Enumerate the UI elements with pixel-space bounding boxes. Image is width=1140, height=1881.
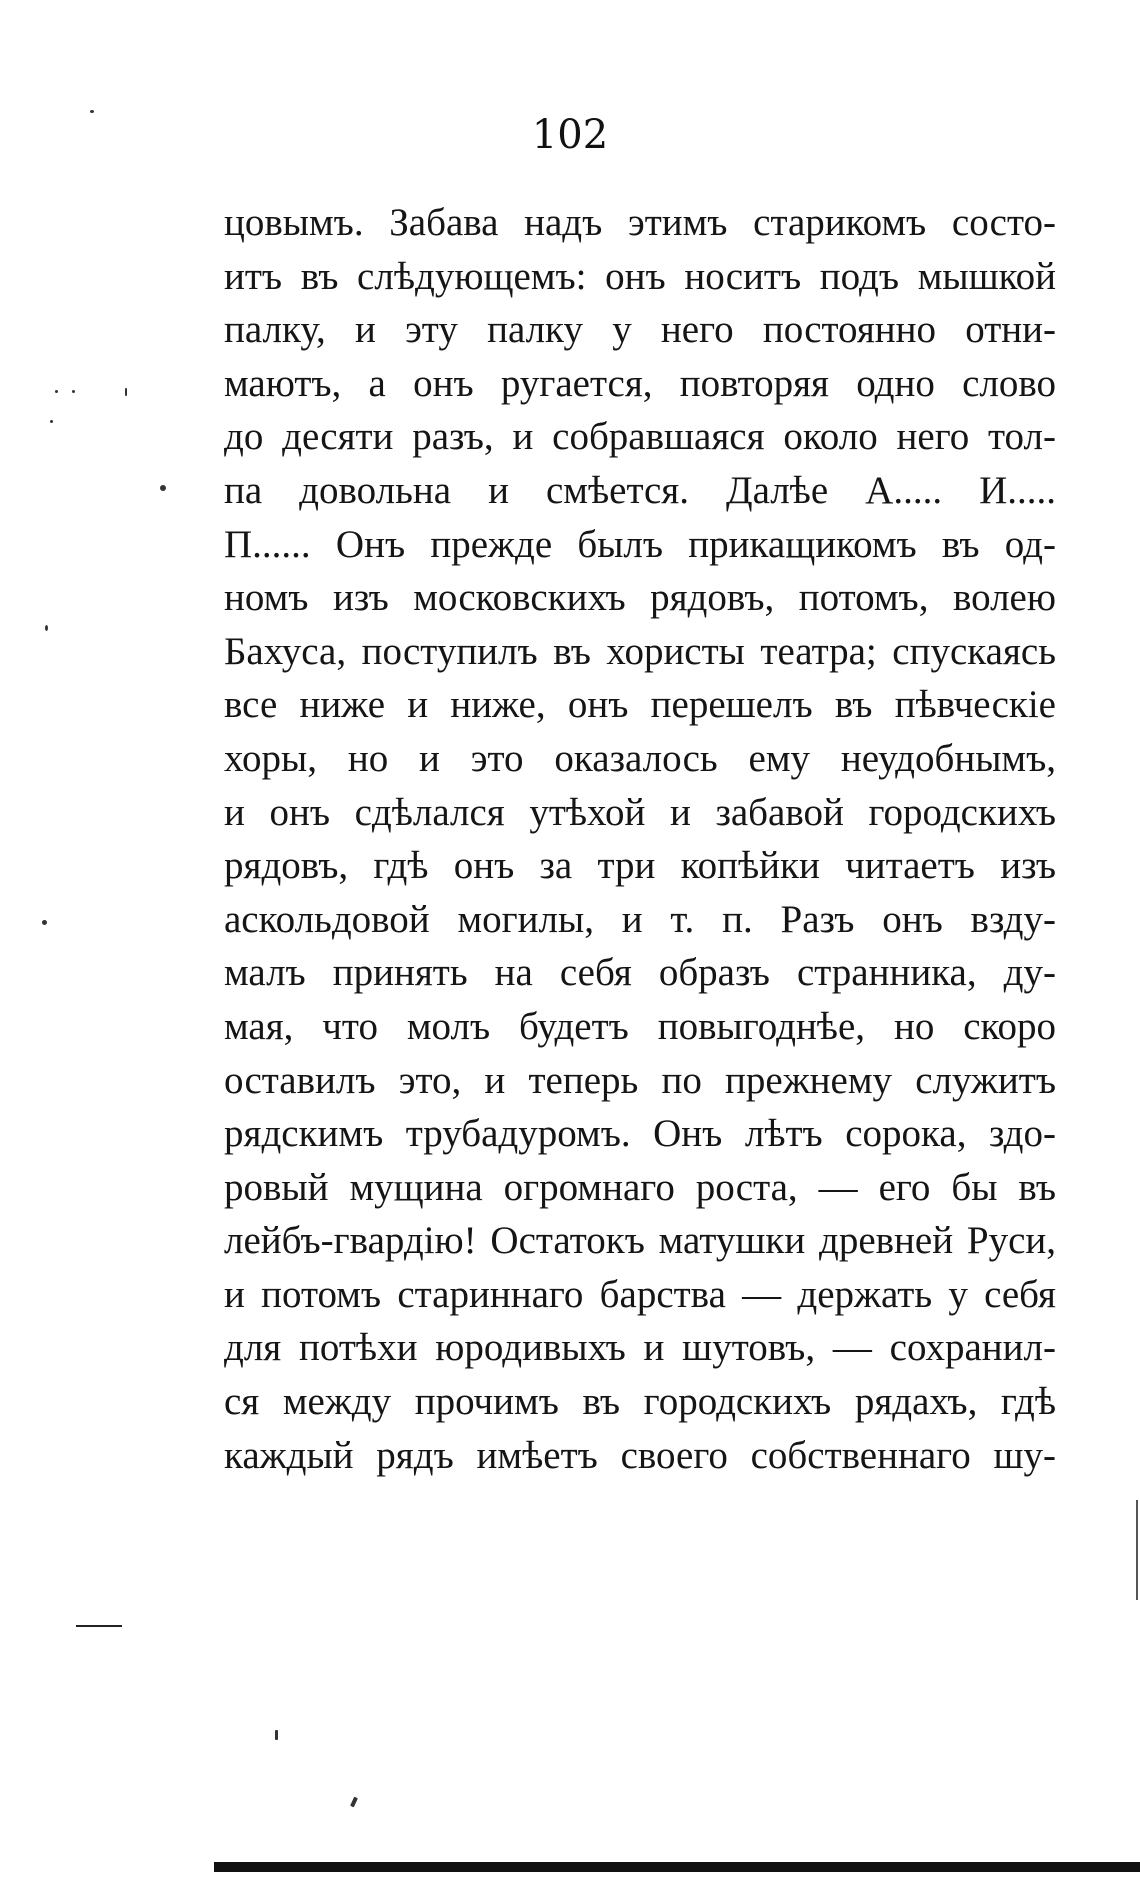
text-line: и онъ сдѣлался утѣхой и забавой городскихъ [224,790,1056,834]
text-line: номъ изъ московскихъ рядовъ, потомъ, волею [224,576,1056,620]
scan-speck [90,110,94,113]
scan-speck [50,420,53,423]
scan-speck [275,1730,278,1740]
scan-speck [72,390,75,393]
text-line: П...... Онъ прежде былъ прикащикомъ въ од- [224,522,1056,566]
scan-speck [55,390,58,393]
text-line: каждый рядъ имѣетъ своего собственнаго шу- [224,1433,1056,1477]
text-line: итъ въ слѣдующемъ: онъ носитъ подъ мышкой [224,254,1056,298]
scan-speck [350,1797,358,1808]
scan-speck [125,388,127,396]
text-line: ся между прочимъ въ городскихъ рядахъ, гдѣ [224,1380,1056,1424]
text-line: аскольдовой могилы, и т. п. Разъ онъ взду- [224,897,1056,941]
scan-speck [160,485,166,491]
text-line: Бахуса, поступилъ въ хористы театра; спускаясь [224,629,1056,673]
text-line: и потомъ стариннаго барства — держать у себя [224,1272,1056,1316]
text-line: цовымъ. Забава надъ этимъ старикомъ состо- [224,201,1056,244]
text-line: маютъ, а онъ ругается, повторяя одно слово [224,361,1056,405]
text-line: рядовъ, гдѣ онъ за три копѣйки читаетъ изъ [224,844,1056,888]
scan-edge-mark [1136,1500,1138,1600]
text-line: мая, что молъ будетъ повыгоднѣе, но скоро [224,1004,1056,1048]
scan-speck [45,625,48,631]
text-line: лейбъ-гвардію! Остатокъ матушки древней Руси, [224,1219,1056,1263]
text-line: хоры, но и это оказалось ему неудобнымъ, [224,736,1056,780]
text-line: до десяти разъ, и собравшаяся около него тол- [224,415,1056,459]
text-line: ровый мущина огромнаго роста, — его бы въ [224,1165,1056,1209]
text-line: для потѣхи юродивыхъ и шутовъ, — сохранил- [224,1326,1056,1370]
bottom-scan-border [214,1862,1140,1872]
body-text [224,196,1056,1482]
margin-dash [76,1625,122,1627]
text-line: все ниже и ниже, онъ перешелъ въ пѣвческіе [224,683,1056,727]
text-line: па довольна и смѣется. Далѣе А..... И..... [224,468,1056,512]
text-line: палку, и эту палку у него постоянно отни- [224,308,1056,352]
page-number: 102 [531,112,609,158]
text-line: малъ принять на себя образъ странника, ду- [224,951,1056,995]
text-line: оставилъ это, и теперь по прежнему служитъ [224,1058,1056,1102]
scan-speck [42,920,47,925]
text-line: рядскимъ трубадуромъ. Онъ лѣтъ сорока, здо- [224,1112,1056,1156]
